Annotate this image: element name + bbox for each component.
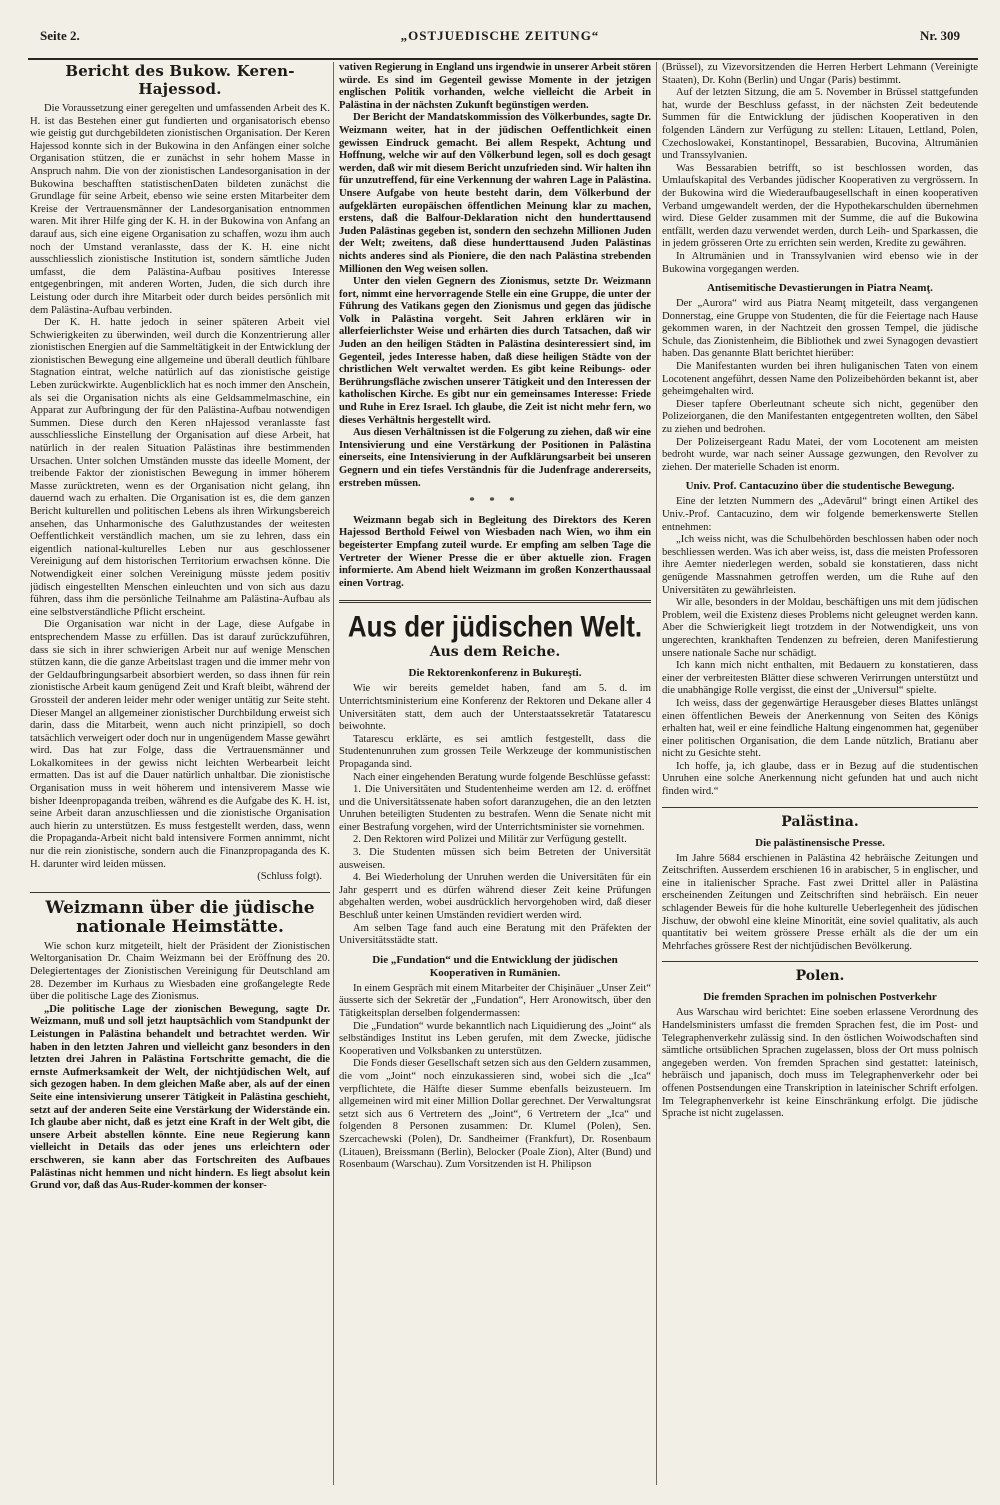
header-rule <box>28 58 978 60</box>
article-heading: Univ. Prof. Cantacuzino über die studentische Bewegung. <box>685 480 955 493</box>
article-paragraph: Wir alle, besonders in der Moldau, beschäftigen uns mit dem jüdischen Problem, weil die Existenz dieses Problems nicht geleugnet werden kann. Aber die Schwierigkeit liegt trotzdem in der Notwendigkeit, uns von ungerechten, krankhaften Tendenzen zu befreien, deren Manifestierung unsere nationale Sache nur schädigt. <box>662 597 978 659</box>
article-paragraph: Ich weiss, dass der gegenwärtige Herausgeber dieses Blattes unlängst einen öffentlichen Beweis der Anerkennung von Seiten des Königs erhalten hat, weil er eine feindliche Haltung eingenommen hat, gegenüber einer politischen Organisation, die dem Lande nützlich, Bratianu aber nicht zu Gesichte steht. <box>662 697 978 760</box>
section-heading: Aus der jüdischen Welt. <box>347 609 643 644</box>
article-paragraph: Aus Warschau wird berichtet: Eine soeben erlassene Verordnung des Handelsministers umfasst die fremden Sprachen fest, die im Post- und Telegraphenverkehr zulässig sind. In den östlichen Woiwodschaften sind sämtliche ortsüblichen Sprachen zugelassen, bloss der Ort muss polnisch angegeben werden. Von fremden Sprachen sind gestattet: lateinisch, hebräisch und japanisch, doch muss im Telegraphenverkehr oder bei offenen Postsendungen eine Transkription in lateinischer Schrift erfolgen. Im Telegraphenverkehr ist keine Einschränkung erfolgt. Die jüdische Sprache ist nicht zugelassen. <box>662 1007 978 1120</box>
article-paragraph: Wie wir bereits gemeldet haben, fand am 5. d. im Unterrichtsministerium eine Konferenz der Rektoren und Dekane aller 4 Universitäten statt, dem auch der Unterstaatssekretär Tatatarescu beiwohnte. <box>339 683 651 733</box>
article-paragraph: In Altrumänien und in Transsylvanien wird ebenso wie in der Bukowina vorgegangen werden. <box>662 250 978 275</box>
article-paragraph: Unter den vielen Gegnern des Zionismus, setzte Dr. Weizmann fort, nimmt eine hervorragende Stelle ein eine Gruppe, die unter der Führung des Vatikans gegen den Zionismus und gegen das jüdische Volk in Palästina vorgeht. Seit Jahren erklären wir in allerfeierlichster Weise und erhärten dies durch Tatsachen, daß wir Juden an den heiligen Städten in Palästina desinteressiert sind, im Gegenteil, jedes Interesse haben, daß diese heiligen Städte von der christlichen Welt verwaltet werden. Es gibt keine Reibungs- oder Berührungsfläche zwischen unserer Tätigkeit und den Interessen der katholischen Kirche. Es gibt nur ein gemeinsames Interesse: Friede und Ruhe in Erez Israel. Ich glaube, die Zeit ist nicht mehr fern, wo dieses Verhältnis hergestellt wird. <box>339 276 651 426</box>
article-paragraph: Weizmann begab sich in Begleitung des Direktors des Keren Hajessod Berthold Feiwel von Wiesbaden nach Wien, wo ihm ein begeisterter Empfang zuteil wurde. Er empfing am selben Tage die Vertreter der Wiener Presse die er über aktuelle zion. Fragen informierte. Am Abend hielt Weizmann im großen Konzerthaussaal einen Vortrag. <box>339 514 651 589</box>
article-paragraph: Die Voraussetzung einer geregelten und umfassenden Arbeit des K. H. ist das Bestehen einer gut fundierten und organisatorisch ebenso wie geistig gut durchgebildeten zionistischen Organisation. Der Keren Hajessod konnte sich in der Bukowina in den Anfängen einer solche Organisation stützen, die er zunächst in sehr hohem Masse in Anspruch nahm. Die von der zionistischen Landesorganisation in der Bukowina beschafften statistischenDaten bildeten zunächst die Grundlage für seine Arbeit, ebenso wie seine ersten Mitarbeiter dem Kreise der Vertrauensmänner der Landesorganisation entnommen waren. Mit ihrer Hilfe ging der K. H. in der Bukowina von Anfang an darauf aus, sich eine eigene Organisation zu schaffen, wozu ihm auch noch der Umstand veranlasste, dass der K. H. eine nicht ausschliesslich zionistische Institution ist, sondern sämtliche Juden umfasst, die dem Palästina-Aufbau positives Interesse entgegenbringen, mit anderen Worten, Juden, die sich durch ihre Leistung oder durch ihre Mitarbeit oder durch beides persönlich mit dem Palästina-Aufbau verbinden. <box>30 103 330 316</box>
continuation-note: (Schluss folgt). <box>257 871 322 883</box>
article-heading: Antisemitische Devastierungen in Piatra Neamţ. <box>707 282 933 295</box>
column-divider <box>333 62 334 1485</box>
article-paragraph: Die Manifestanten wurden bei ihren huliganischen Taten von einem Locotenent angeführt, dessen Name den Polizeibehörden bekannt ist, aber geheimgehalten wird. <box>662 361 978 398</box>
article-paragraph: Am selben Tage fand auch eine Beratung mit den Präfekten der Universitätsstädte statt. <box>339 922 651 947</box>
article-paragraph: Der K. H. hatte jedoch in seiner späteren Arbeit viel Schwierigkeiten zu überwinden, weil durch die Konzentrierung aller zionistischen Energien auf die Sammeltätigkeit in der Entwicklung der zionistischen Bewegung eine allgemeine und überall deutlich fühlbare Stagnation eintrat, welche natürlich auf das zionistische geistige Leben zurückwirkte. Augenblicklich hat es noch immer den Anschein, als sei die Organisation nichts als eine Geldsammelmaschine, ein Apparat zur Aufbringung der für den Palästina-Aufbau notwendigen Summen. Diese durch den Keren nHajessod veranlasste fast ausschliessliche Einstellung der Organisation auf diese Arbeit, hat natürlich in der realen Situation Palästinas ihre bestimmenden Ursachen. Unter solchen Umständen musste das ideelle Moment, der treibende Faktor der zionistischen Bewegung in immer höherem Masse zurücktreten, wenn es der Organisation nicht gelang, ihn dauernd wach zu erhalten. Die Organisation ist es, die dem ganzen Bericht kulturellen und politischen Lebens als ihren Wirkungsbereich ansehen, das Unharmonische des Galuthzustandes der weitesten Oeffentlichkeit verständlich machen, um sie zu lehren, dass ein eigentlich national-kulturelles Leben nur aus geschlossener Vereinigung auf dem historischen Territorium erwachsen könne. Die Notwendigkeit einer solchen Vereinigung müsste jedem positiv jüdisch eingestellten Menschen einleuchten und von sich aus dazu führen, dass ihm die persönliche Teilnahme am Palästina-Aufbau als eine selbstverständliche Pflicht erscheint. <box>30 317 330 618</box>
page-header <box>40 28 960 50</box>
article-divider <box>662 961 978 962</box>
article-paragraph: Was Bessarabien betrifft, so ist beschlossen worden, das Umlaufskapital des Verbandes jüdischer Kooperativen zu vergrössern. In der Bukowina wird die Wiederaufbaugesellschaft in einen kooperativen Verband umgewandelt werden, der die Hypothekarschulden übernehmen wird. Diese Gelder zusammen mit der Summe, die auf die Bukowina entfällt, werden dazu verwendet werden, durch Leih- und Sparkassen, die in jedem grösseren Orte zu errichten sein werden, Kredite zu gewähren. <box>662 162 978 250</box>
article-divider <box>30 892 330 893</box>
section-heading: Polen. <box>795 968 845 985</box>
article-heading: Die Rektorenkonferenz in Bukureşti. <box>408 667 582 680</box>
article-divider <box>662 807 978 808</box>
article-paragraph: (Brüssel), zu Vizevorsitzenden die Herren Herbert Lehmann (Vereinigte Staaten), Dr. Kohn (Berlin) und Ungar (Paris) bestimmt. <box>662 62 978 86</box>
column-2 <box>339 62 651 1485</box>
article-paragraph: Tatarescu erklärte, es sei amtlich festgestellt, dass die Studentenunruhen zum grossen Teile Werkzeuge der kommunistischen Propaganda sind. <box>339 733 651 770</box>
article-paragraph: Ich kann mich nicht enthalten, mit Bedauern zu konstatieren, dass einer der verbreitesten Blätter diese schweren Verirrungen unterstützt und die unabhängige Rolle vergisst, die einst der „Universul“ spielte. <box>662 660 978 697</box>
article-paragraph: Der „Aurora“ wird aus Piatra Neamţ mitgeteilt, dass vergangenen Donnerstag, eine Gruppe von Studenten, die für die Feiertage nach Hause gekommen waren, in der Nachtzeit den grossen Tempel, die jüdische Schule, das Zionistenheim, die Bibliothek und zwei Synagogen devastiert haben. Das genannte Blatt berichtet hierüber: <box>662 298 978 360</box>
article-paragraph: Die Organisation war nicht in der Lage, diese Aufgabe in entsprechendem Masse zu erfüllen. Das ist darauf zurückzuführen, dass sie sich in ihrer schwierigen Arbeit nur auf wenige Menschen stützen kann, die die ganze Arbeitslast tragen und die immer mehr von der Geldaufbringungsarbeit absorbiert werden, so dass ihnen für rein zionistische Arbeit kaum genügend Zeit und Kraft bleibt, während der Grossteil der anderen leider mehr oder weniger untätig zur Seite steht. Dieser Mangel an allgemeiner zionistischer Durchbildung erweist sich darin, dass die Mitarbeit, wenn auch nicht prinzipiell, so doch tatsächlich verweigert oder doch nur in ungenügendem Masse gewährt wird. Das hat zur Folge, dass die Vertrauensmänner und Lokalkomitees in der gewiss nicht leichten Werbearbeit leicht ermatten. Das ist auf die Dauer natürlich unhaltbar. Die zionistische Organisation muss in weit höherem und intensiverem Masse wie bisher Ideenpropaganda treiben, während es die Aufgabe des K. H. ist, seine Arbeit daran anzuschliessen und die zionistische Organisation auch hierin zu unterstützen. Es muss festgestellt werden, dass, wenn die Propaganda-Arbeit nicht bald intensivere Formen annimmt, nicht nur die rein zionistische, sondern auch die Finanzpropaganda des K. H. darunter wird leiden müssen. <box>30 619 330 870</box>
article-heading: Die fremden Sprachen im polnischen Postverkehr <box>703 991 937 1004</box>
article-paragraph: „Ich weiss nicht, was die Schulbehörden beschlossen haben oder noch beschliessen werden. Was ich aber weiss, ist, dass die meisten Professoren ihre Aemter niederlegen werden, sobald sie konstatieren, dass nicht genügende Massnahmen getroffen werden, um die Ruhe auf den Universitäten zu gewährleisten. <box>662 534 978 596</box>
article-paragraph: „Die politische Lage der zionischen Bewegung, sagte Dr. Weizmann, muß und soll jetzt hauptsächlich vom Standpunkt der Leistungen in Palästina behandelt und betrachtet werden. Wir haben in den letzten Jahren und vielleicht ganz besonders in den letzten drei Jahren in Palästina Fortschritte gemacht, die die ernste Aufmerksamkeit der Welt, der nichtjüdischen Welt, auf sich gezogen haben. In dem gleichen Maße aber, als auf der einen Seite eine intensivierung unserer Tätigkeit in Palästina geschieht, setzt auf der anderen Seite eine Verstärkung der Widerstände ein. Ich glaube aber nicht, daß es jetzt eine Kraft in der Welt gibt, die unsere Arbeit abstellen könnte. Eine neue Regierung kann vielleicht in Details das oder jenes uns erleichtern oder erschweren, sie kann aber das Fortschreiten des Aufbaues Palästinas nicht hemmen und nicht hindern. Es liegt absolut kein Grund vor, daß das Aus-Ruder-kommen der konser- <box>30 1003 330 1192</box>
article-paragraph: Dieser tapfere Oberleutnant scheute sich nicht, gegenüber den Polizeiorganen, die den Manifestanten entgegentreten wollten, den Säbel zu ziehen und bedrohen. <box>662 398 978 436</box>
newspaper-title: „OSTJUEDISCHE ZEITUNG“ <box>400 28 600 43</box>
issue-number: Nr. 309 <box>920 28 960 43</box>
article-paragraph: Die Fonds dieser Gesellschaft setzen sich aus den Geldern zusammen, die vom „Joint“ noch einzukassieren sind, wobei sich die „Ica“ verpflichtete, die Hälfte dieser Summe ebenfalls beizusteuern. Im allgemeinen wird mit einer Million Dollar gerechnet. Der Verwaltungsrat setzt sich aus 6 Vertretern des „Joint“, 6 Vertretern der „Ica“ und folgenden 8 Personen zusammen: Dr. Klumel (Polen), Sen. Szercachewski (Polen), Dr. Sandheimer (Frankfurt), Dr. Rosenbaum (Litauen), Breissmann (Berlin), Belocker (Poale Zion), Alter (Bund) und Rosenbaum (Warschau). Zum Vorsitzenden ist H. Philipson <box>339 1058 651 1171</box>
article-paragraph: Die „Fundation“ wurde bekanntlich nach Liquidierung des „Joint“ als selbständiges Institut ins Leben gerufen, mit dem Zwecke, jüdische Kooperativen und Volksbanken zu unterstützen. <box>339 1020 651 1057</box>
article-heading: Bericht des Bukow. Keren-Hajessod. <box>65 62 295 98</box>
section-divider <box>339 600 651 603</box>
section-stars: * * * <box>469 496 521 508</box>
article-heading: Die „Fundation“ und die Entwicklung der jüdischen Kooperativen in Rumänien. <box>372 953 618 979</box>
column-1 <box>30 62 330 1485</box>
article-paragraph: Im Jahre 5684 erschienen in Palästina 42 hebräische Zeitungen und Zeitschriften. Ausserdem erschienen 16 in arabischer, 5 in englischer, und eine in italienischer Sprache. Fast zwei Drittel aller in Palästina erscheinenden Zeitungen und Zeitschriften sind hebräisch. Ein neuer schlagender Beweis für die hohe kulturelle Ueberlegenheit des jüdischen Jischuw, der obwohl eine kleine Minorität, eine soviel qualitativ, als auch quantitativ bei weitem grössere Presse erhält als die der um ein Mehrfaches grössere Rest der nichtjüdischen Bevölkerung. <box>662 852 978 952</box>
subsection-heading: Aus dem Reiche. <box>429 644 561 661</box>
article-paragraph: Der Bericht der Mandatskommission des Völkerbundes, sagte Dr. Weizmann weiter, hat in der jüdischen Oeffentlichkeit einen gewissen Eindruck gemacht. Bei allem Respekt, Achtung und Hoffnung, welche wir auf den Völkerbund legen, soll es doch gesagt werden, daß wir mit diesem Bericht unzufrieden sind. Wir halten ihn für unzutreffend, für eine Verkennung der wahren Lage in Palästina. Unsere Aufgabe von heute besteht darin, dem Völkerbund der aufgeklärten europäischen öffentlichen Meinung klar zu machen, erstens, daß die Balfour-Deklaration nicht den hunderttausend Juden Palästinas gegeben ist, sondern den sechzehn Millionen Juden der Welt; zweitens, daß diese hunderttausend Juden Palästinas nichts anderes sind als Pioniere, die den nach Palästina strebenden Millionen den Weg weisen sollen. <box>339 112 651 275</box>
column-divider <box>656 62 657 1485</box>
article-paragraph: Wie schon kurz mitgeteilt, hielt der Präsident der Zionistischen Weltorganisation Dr. Chaim Weizmann bei der Eröffnung des 20. Delegiertentages der Zionistischen Vereinigung für Deutschland am 28. Dezember im Kurhaus zu Wiesbaden eine großangelegte Rede über die politische Lage des Zionismus. <box>30 940 330 1003</box>
section-heading: Palästina. <box>781 813 859 830</box>
article-paragraph: 3. Die Studenten müssen sich beim Betreten der Universität ausweisen. <box>339 847 651 871</box>
article-paragraph: Aus diesen Verhältnissen ist die Folgerung zu ziehen, daß wir eine Intensivierung und eine Verstärkung der Positionen in Palästina einerseits, eine Intensivierung in der Aufklärungsarbeit bei unseren Gegnern und ein tiefes Verständnis für die Judenfrage andererseits, erstreben müssen. <box>339 427 651 489</box>
article-heading: Weizmann über die jüdische nationale Heimstätte. <box>45 897 315 937</box>
article-paragraph: Auf der letzten Sitzung, die am 5. November in Brüssel stattgefunden hat, wurde der Beschluss gefasst, in der nächsten Zeit bedeutende Summen für die Entwicklung der jüdischen Kooperativen in den folgenden Ländern zur Verfügung zu stellen: Litauen, Lettland, Polen, Czechoslowakei, Konstantinopel, Bessarabien, Bucovina, Altrumänien und Transsylvanien. <box>662 87 978 162</box>
page-label: Seite 2. <box>40 28 80 43</box>
article-heading: Die palästinensische Presse. <box>755 836 885 849</box>
article-paragraph: 4. Bei Wiederholung der Unruhen werden die Universitäten für ein Jahr gesperrt und es dürfen während dieser Zeit keine Prüfungen abgehalten werden, wobei ausdrücklich hervorgehoben wird, daß dieser Beschluß unter keinen Umständen revidiert werden wird. <box>339 872 651 922</box>
article-paragraph: vativen Regierung in England uns irgendwie in unserer Arbeit stören würde. Es sind im Gegenteil gewisse Momente in der jetzigen englischen Politik vorhanden, welche vielleicht die Arbeit in Palästina in der nächsten Zukunft begünstigen werden. <box>339 62 651 111</box>
article-paragraph: Eine der letzten Nummern des „Adevărul“ bringt einen Artikel des Univ.-Prof. Cantacuzino, dem wir folgende bemerkenswerte Stellen entnehmen: <box>662 496 978 533</box>
article-paragraph: Der Polizeisergeant Radu Matei, der vom Locotenent am meisten bedroht wurde, war nach seiner Aussage gezwungen, den Revolver zu ziehen. Der materielle Schaden ist enorm. <box>662 436 978 473</box>
article-paragraph: Ich hoffe, ja, ich glaube, dass er in Bezug auf die studentischen Unruhen eine solche Anerkennung nicht gefunden hat und auch nicht finden wird.“ <box>662 760 978 798</box>
article-paragraph: Nach einer eingehenden Beratung wurde folgende Beschlüsse gefasst: <box>353 771 651 783</box>
article-paragraph: 1. Die Universitäten und Studentenheime werden am 12. d. eröffnet und die Universitätssenate haben sofort daranzugehen, die an den letzten Unruhen beteiligten Studenten zu bestrafen. Wenn die Senate nicht mit einer Bestrafung vorgehen, wird der Unterrichtsminister sie vornehmen. <box>339 784 651 833</box>
article-paragraph: 2. Den Rektoren wird Polizei und Militär zur Verfügung gestellt. <box>353 834 627 846</box>
article-paragraph: In einem Gespräch mit einem Mitarbeiter der Chişinäuer „Unser Zeit“ äusserte sich der Sekretär der „Fundation“, Herr Aronowitsch, über den Tätigkeitsplan derselben folgendermassen: <box>339 982 651 1019</box>
column-3 <box>662 62 978 1485</box>
